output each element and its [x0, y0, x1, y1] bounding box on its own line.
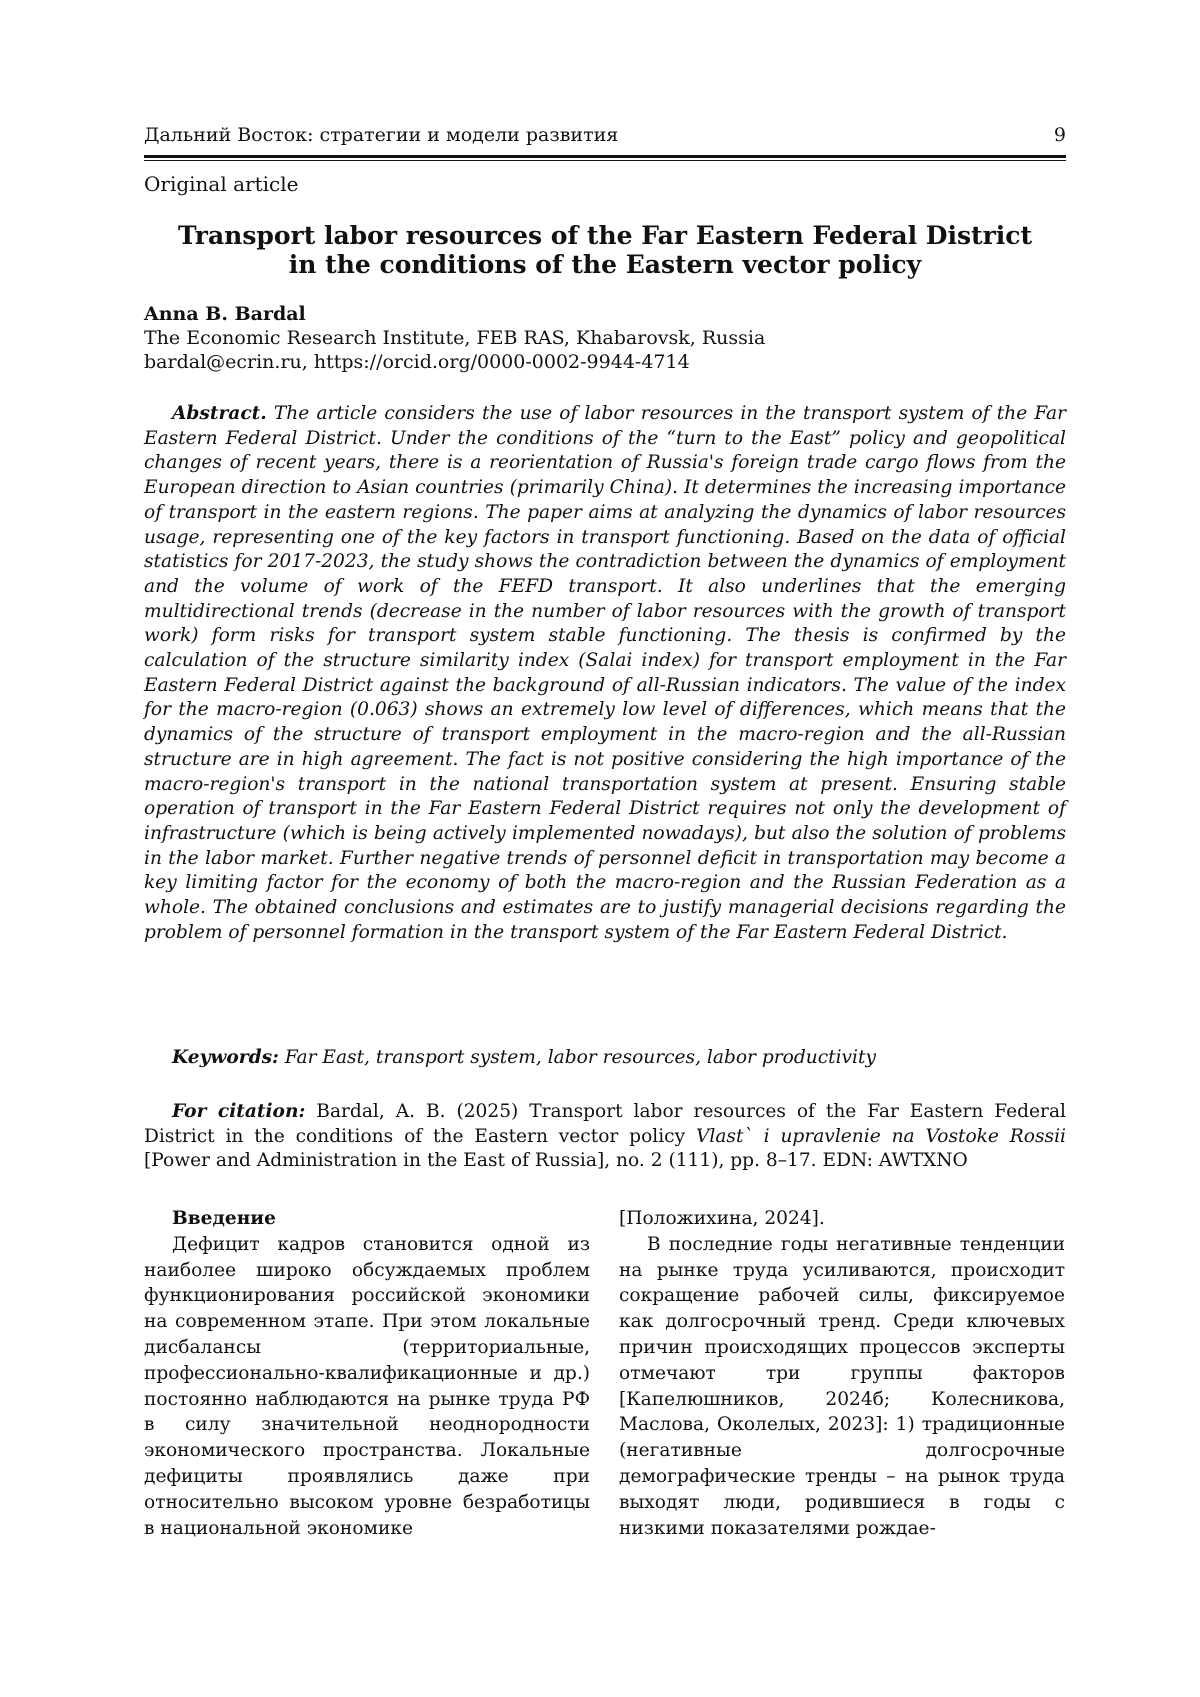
abstract-text: The article considers the use of labor resources in the transport system of the Far Eastern Federal District. Under the conditions of the “turn to the East” policy and geopolitical changes of recent years, there is a reorientation of Russia's foreign trade cargo flows from the European direction to Asian countries (primarily China). It determines the increasing importance of transport in the eastern regions. The paper aims at analyzing the dynamics of labor resources usage, representing one of the key factors in transport functioning. Based on the data of official statistics for 2017-2023, the study shows the contradiction between the dynamics of employment and the volume of work of the FEFD transport. It also underlines that the emerging multidirectional trends (decrease in the number of labor resources with the growth of transport work) form risks for transport system stable functioning. The thesis is confirmed by the calculation of the structure similarity index (Salai index) for transport employment in the Far Eastern Federal District against the background of all-Russian indicators. The value of the index for the macro-region (0.063) shows an extremely low level of differences, which means that the dynamics of the structure of transport employment in the macro-region and the all-Russian structure are in high agreement. The fact is not positive considering the high importance of the macro-region's transport in the national transportation system at present. Ensuring stable operation of transport in the Far Eastern Federal District requires not only the development of infrastructure (which is being actively implemented nowadays), but also the solution of problems in the labor market. Further negative trends of personnel deficit in transportation may become a key limiting factor for the economy of both the macro-region and the Russian Federation as a whole. The obtained conclusions and estimates are to justify managerial decisions regarding the problem of personnel formation in the transport system of the Far Eastern Federal District. — [144, 403, 1066, 943]
article-title — [144, 221, 1066, 279]
citation-edn: EDN: AWTXNO — [822, 1150, 968, 1172]
author-affiliation: The Economic Research Institute, FEB RAS, Khabarovsk, Russia — [144, 327, 766, 349]
abstract-label: Abstract. — [172, 403, 267, 424]
section-heading: Введение — [172, 1208, 276, 1229]
title-line-1: Transport labor resources of the Far Eastern Federal District — [177, 221, 1033, 250]
body-paragraph-left: Дефицит кадров становится одной из наиболее широко обсуждаемых проблем функционирования российской экономики на современном этапе. При этом локальные дисбалансы (территориальные, профессионально-квалификационные и др.) постоянно наблюдаются на рынке труда РФ в силу значительной неоднородности экономического пространства. Локальные дефициты проявлялись даже при относительно высоком уровне безработицы в национальной экономике — [144, 1233, 590, 1539]
author-contacts: bardal@ecrin.ru, https://orcid.org/0000-0002-9944-4714 — [144, 351, 690, 373]
abstract — [144, 402, 1066, 945]
body-column-left — [144, 1206, 590, 1541]
header-rule-thin — [144, 160, 1066, 161]
keywords-label: Keywords: — [172, 1047, 279, 1068]
article-type: Original article — [144, 172, 299, 196]
author-name: Anna B. Bardal — [144, 303, 306, 325]
keywords — [144, 1046, 1066, 1071]
body-paragraph-right: В последние годы негативные тенденции на рынке труда усиливаются, происходит сокращение рабочей силы, фиксируемое как долгосрочный тренд. Среди ключевых причин происходящих процессов эксперты отмечают три группы факторов [Капелюшников, 2024б; Колесникова, Маслова, Околелых, 2023]: 1) традиционные (негативные долгосрочные демографические тренды – на рынок труда выходят люди, родившиеся в годы с низкими показателями рождае- — [619, 1233, 1065, 1539]
journal-name: Дальний Восток: стратегии и модели развития — [144, 124, 619, 146]
page-number: 9 — [1053, 124, 1066, 146]
running-header — [144, 124, 1066, 148]
citation-journal: Vlast` i upravlenie na Vostoke Rossii — [695, 1125, 1066, 1147]
citation — [144, 1100, 1066, 1174]
body-column-right — [619, 1206, 1065, 1541]
citation-text-before: Bardal, A. B. (2025) Transport labor resources of the Far Eastern Federal District in the conditions of the Eastern vector policy — [144, 1101, 1066, 1147]
author-block — [144, 302, 1066, 374]
header-rule-thick — [144, 155, 1066, 158]
citation-label: For citation: — [172, 1101, 306, 1122]
title-line-2: in the conditions of the Eastern vector policy — [288, 250, 922, 279]
body-continuation: [Положихина, 2024]. — [619, 1208, 825, 1229]
citation-text-after: [Power and Administration in the East of Russia], no. 2 (111), pp. 8–17. — [144, 1150, 817, 1172]
keywords-text: Far East, transport system, labor resources, labor productivity — [284, 1047, 876, 1068]
